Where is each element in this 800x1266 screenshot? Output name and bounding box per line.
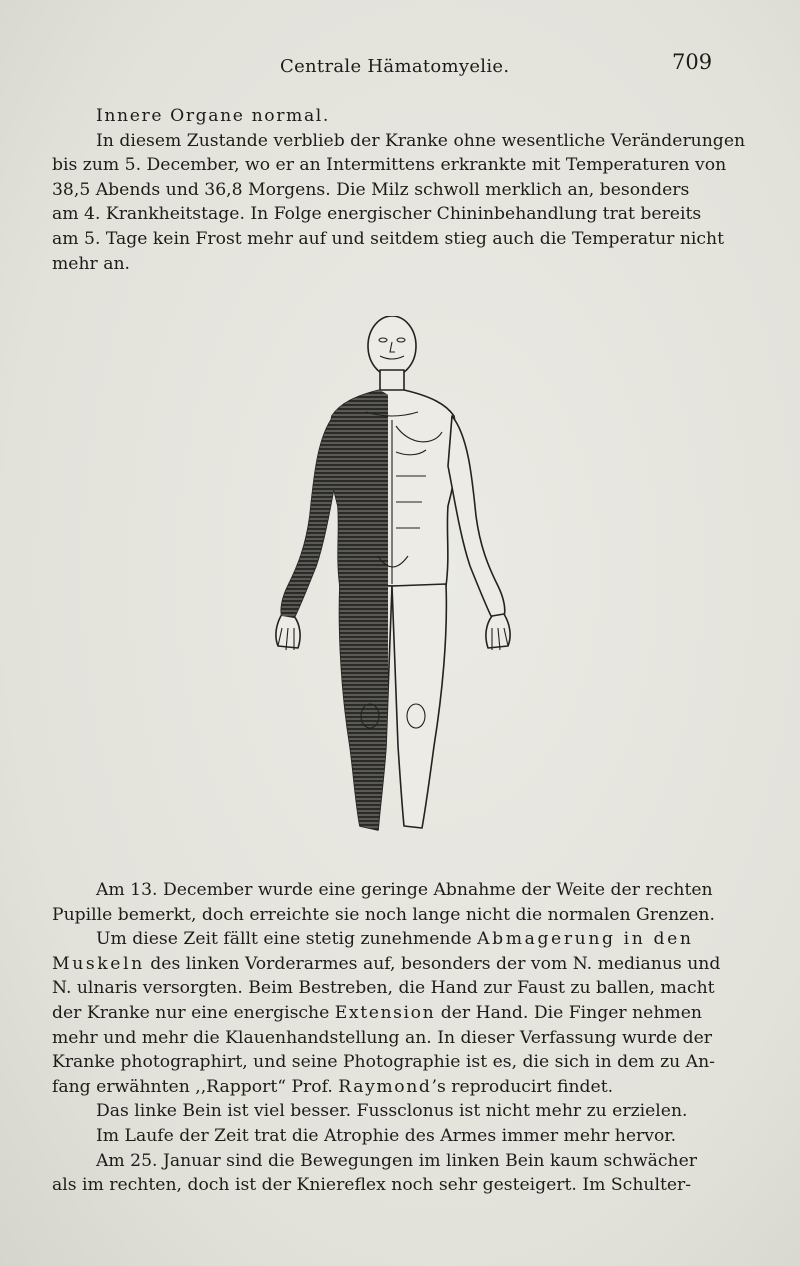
anatomical-figure xyxy=(190,316,590,846)
text-run: der Kranke nur eine energische xyxy=(52,1002,335,1023)
emphasis-run: Raymond xyxy=(338,1076,432,1097)
text-line xyxy=(52,927,742,952)
text-line: 38,5 Abends und 36,8 Morgens. Die Milz schwoll merklich an, besonders xyxy=(52,179,690,200)
text-line: Im Laufe der Zeit trat die Atrophie des Armes immer mehr hervor. xyxy=(96,1125,677,1146)
text-line: In diesem Zustande verblieb der Kranke ohne wesentliche Veränderungen xyxy=(96,130,746,151)
running-title: Centrale Hämatomyelie. xyxy=(280,56,510,77)
text-line: mehr und mehr die Klauenhandstellung an. In dieser Verfassung wurde der xyxy=(52,1027,712,1048)
text-line: Am 13. December wurde eine geringe Abnahme der Weite der rechten xyxy=(96,880,713,900)
page-number: 709 xyxy=(672,50,713,74)
text-line: Innere Organe normal. xyxy=(96,106,330,126)
text-line: Am 25. Januar sind die Bewegungen im linken Bein kaum schwächer xyxy=(96,1150,698,1171)
text-line xyxy=(52,952,742,977)
emphasis-run: Abmagerung in den xyxy=(477,929,694,950)
text-run: Um diese Zeit fällt eine stetig zunehmende xyxy=(96,929,478,950)
paragraph-top xyxy=(52,104,746,276)
text-line xyxy=(52,1001,742,1026)
emphasis-run: Muskeln xyxy=(52,953,145,974)
text-line: Kranke photographirt, und seine Photographie ist es, die sich in dem zu An- xyxy=(52,1052,715,1073)
text-line: als im rechten, doch ist der Kniereflex noch sehr gesteigert. Im Schulter- xyxy=(52,1175,692,1196)
human-body-hemianaesthesia-figure-icon xyxy=(190,316,590,846)
text-run: des linken Vorderarmes auf, besonders der vom N. medianus und xyxy=(144,953,721,974)
emphasis-run: Extension xyxy=(334,1002,436,1023)
text-run: der Hand. Die Finger nehmen xyxy=(435,1002,702,1023)
text-line: bis zum 5. December, wo er an Intermittens erkrankte mit Temperaturen von xyxy=(52,155,727,176)
text-line: mehr an. xyxy=(52,253,130,274)
text-line: am 5. Tage kein Frost mehr auf und seitdem stieg auch die Temperatur nicht xyxy=(52,228,725,249)
text-line: am 4. Krankheitstage. In Folge energischer Chininbehandlung trat bereits xyxy=(52,204,702,225)
text-line: Pupille bemerkt, doch erreichte sie noch lange nicht die normalen Grenzen. xyxy=(52,904,715,925)
text-line xyxy=(52,1075,742,1100)
text-line: Das linke Bein ist viel besser. Fussclonus ist nicht mehr zu erzielen. xyxy=(96,1101,688,1122)
text-run: ’s reproducirt findet. xyxy=(431,1076,614,1097)
text-line: N. ulnaris versorgten. Beim Bestreben, die Hand zur Faust zu ballen, macht xyxy=(52,978,715,999)
text-run: fang erwähnten ,,Rapport“ Prof. xyxy=(52,1076,339,1097)
paragraph-bottom xyxy=(52,878,742,1198)
